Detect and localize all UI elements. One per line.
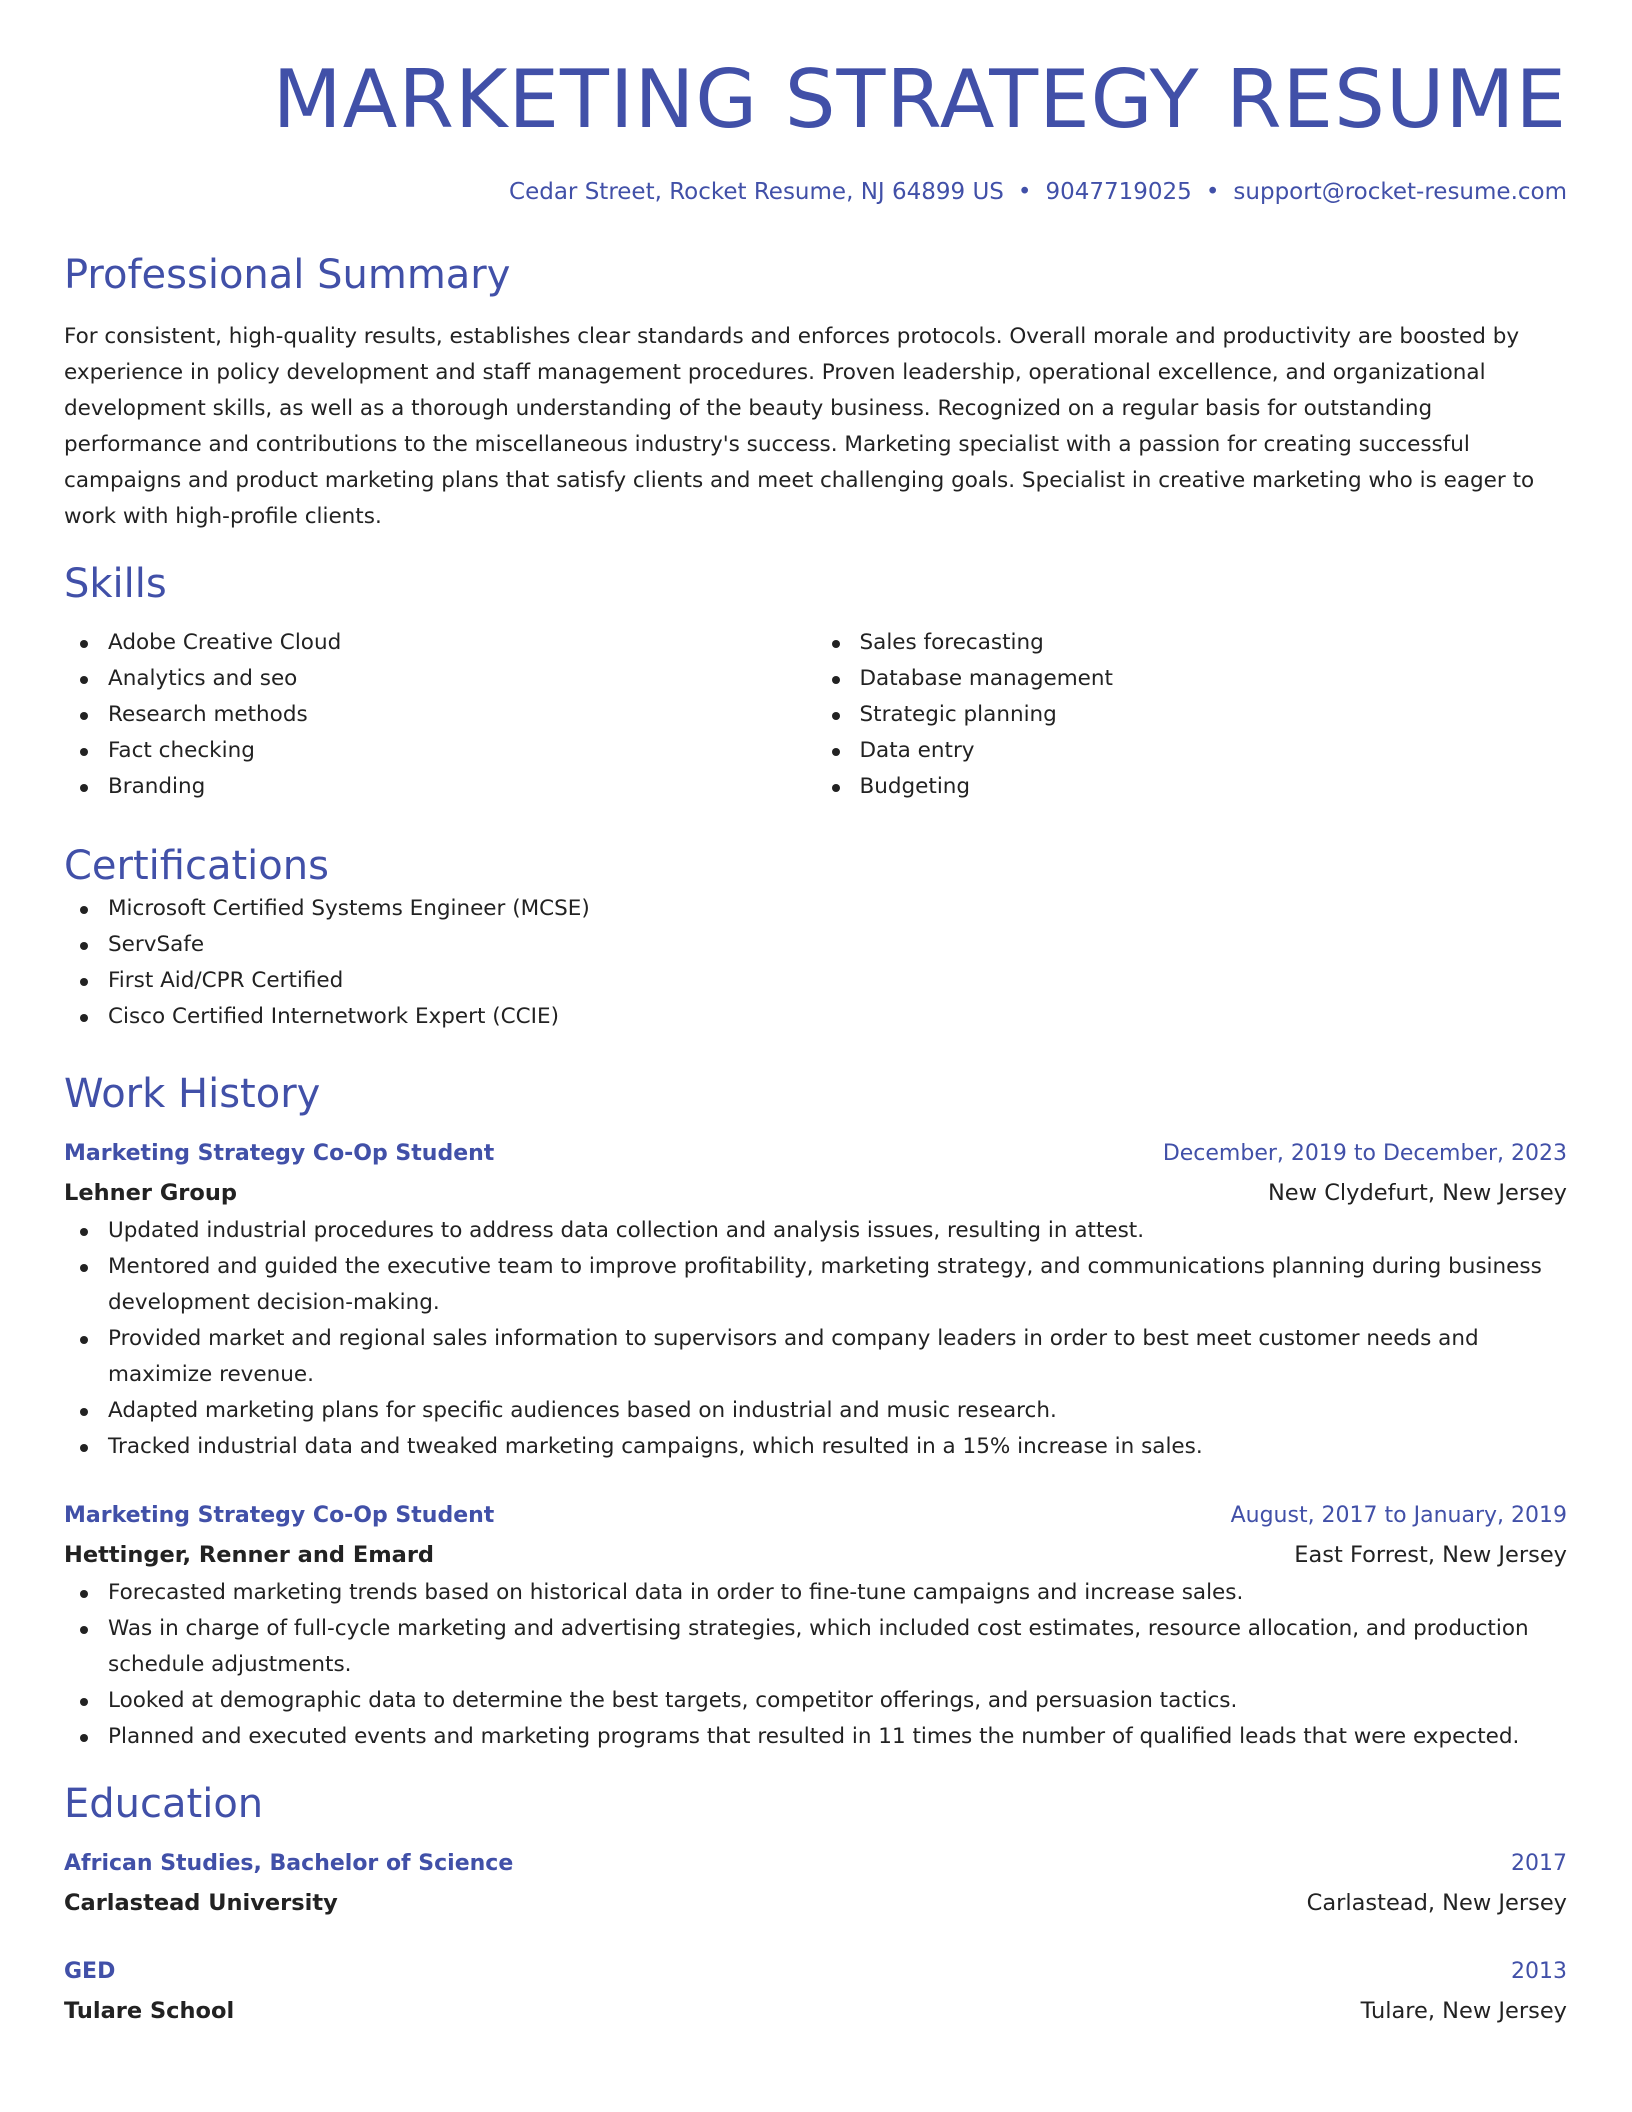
- contact-phone: 9047719025: [1045, 179, 1192, 205]
- education-school: Carlastead University: [64, 1890, 338, 1916]
- skill-item: Sales forecasting: [816, 625, 1568, 661]
- skill-item: Strategic planning: [816, 697, 1568, 733]
- contact-line: [64, 177, 1567, 207]
- education-degree: GED: [64, 1959, 116, 1984]
- skill-item: Research methods: [64, 697, 816, 733]
- skill-item: Adobe Creative Cloud: [64, 625, 816, 661]
- job-duty: Looked at demographic data to determine the best targets, competitor offerings, and persuasion tactics.: [64, 1683, 1567, 1719]
- education-year: 2017: [1511, 1851, 1567, 1876]
- skill-item: Database management: [816, 661, 1568, 697]
- skill-item: Analytics and seo: [64, 661, 816, 697]
- job-duty: Tracked industrial data and tweaked marketing campaigns, which resulted in a 15% increase in sales.: [64, 1429, 1567, 1465]
- certification-item: First Aid/CPR Certified: [64, 963, 1567, 999]
- job-subheader: [64, 1535, 1567, 1575]
- job-duties-list: [64, 1575, 1567, 1755]
- job-header: [64, 1135, 1567, 1173]
- summary-text: For consistent, high-quality results, establishes clear standards and enforces protocols. Overall morale and productivity are boosted by experience in policy development and staff management procedures. Proven leadership, operational excellence, and organizational development skills, as well as a thorough understanding of the beauty business. Recognized on a regular basis for outstanding performance and contributions to the miscellaneous industry's success. Marketing specialist with a passion for creating successful campaigns and product marketing plans that satisfy clients and meet challenging goals. Specialist in creative marketing who is eager to work with high-profile clients.: [64, 324, 1535, 529]
- contact-email[interactable]: support@rocket-resume.com: [1233, 179, 1567, 205]
- contact-address: Cedar Street, Rocket Resume, NJ 64899 US: [509, 179, 1004, 205]
- certification-item: ServSafe: [64, 927, 1567, 963]
- job-duty: Planned and executed events and marketing programs that resulted in 11 times the number of qualified leads that were expected.: [64, 1719, 1567, 1755]
- skills-list-left: [64, 625, 816, 805]
- skill-item: Fact checking: [64, 733, 816, 769]
- certification-item: Cisco Certified Internetwork Expert (CCIE): [64, 999, 1567, 1035]
- job-dates: December, 2019 to December, 2023: [1162, 1141, 1567, 1166]
- education-header: [64, 1845, 1567, 1883]
- education-degree: African Studies, Bachelor of Science: [64, 1851, 514, 1876]
- contact-separator: •: [1205, 179, 1220, 205]
- job-company: Lehner Group: [64, 1180, 237, 1206]
- job-duty: Was in charge of full-cycle marketing and advertising strategies, which included cost estimates, resource allocation, and production schedule adjustments.: [64, 1611, 1567, 1683]
- job-duty: Updated industrial procedures to address data collection and analysis issues, resulting in attest.: [64, 1213, 1567, 1249]
- summary-heading: Professional Summary: [64, 252, 511, 298]
- skills-grid: [64, 625, 1567, 805]
- education-school: Tulare School: [64, 1998, 235, 2024]
- job-duties-list: [64, 1213, 1567, 1465]
- job-title: Marketing Strategy Co-Op Student: [64, 1141, 495, 1166]
- job-duty: Adapted marketing plans for specific audiences based on industrial and music research.: [64, 1393, 1567, 1429]
- job-location: New Clydefurt, New Jersey: [1267, 1180, 1567, 1206]
- job-header: [64, 1497, 1567, 1535]
- education-entry: [64, 1953, 1567, 2031]
- education-location: Tulare, New Jersey: [1360, 1998, 1567, 2024]
- job-company: Hettinger, Renner and Emard: [64, 1542, 435, 1568]
- work-history-heading: Work History: [64, 1071, 321, 1117]
- job-duty: Mentored and guided the executive team to improve profitability, marketing strategy, and communications planning during business development decision-making.: [64, 1249, 1567, 1321]
- education-entry: [64, 1845, 1567, 1923]
- skills-heading: Skills: [64, 561, 167, 607]
- contact-separator: •: [1017, 179, 1032, 205]
- education-header: [64, 1953, 1567, 1991]
- job-duty: Forecasted marketing trends based on historical data in order to fine-tune campaigns and increase sales.: [64, 1575, 1567, 1611]
- skill-item: Branding: [64, 769, 816, 805]
- education-year: 2013: [1511, 1959, 1567, 1984]
- resume-title: MARKETING STRATEGY RESUME: [272, 53, 1567, 146]
- job-location: East Forrest, New Jersey: [1294, 1542, 1567, 1568]
- skill-item: Data entry: [816, 733, 1568, 769]
- job-title: Marketing Strategy Co-Op Student: [64, 1503, 495, 1528]
- education-subheader: [64, 1883, 1567, 1923]
- job-entry: [64, 1135, 1567, 1465]
- certification-item: Microsoft Certified Systems Engineer (MCSE): [64, 891, 1567, 927]
- job-entry: [64, 1497, 1567, 1755]
- job-dates: August, 2017 to January, 2019: [1230, 1503, 1567, 1528]
- certifications-heading: Certifications: [64, 843, 329, 889]
- education-location: Carlastead, New Jersey: [1306, 1890, 1567, 1916]
- education-heading: Education: [64, 1781, 264, 1827]
- skill-item: Budgeting: [816, 769, 1568, 805]
- job-duty: Provided market and regional sales information to supervisors and company leaders in order to best meet customer needs and maximize revenue.: [64, 1321, 1567, 1393]
- skills-list-right: [816, 625, 1568, 805]
- education-subheader: [64, 1991, 1567, 2031]
- job-subheader: [64, 1173, 1567, 1213]
- certifications-list: [64, 891, 1567, 1035]
